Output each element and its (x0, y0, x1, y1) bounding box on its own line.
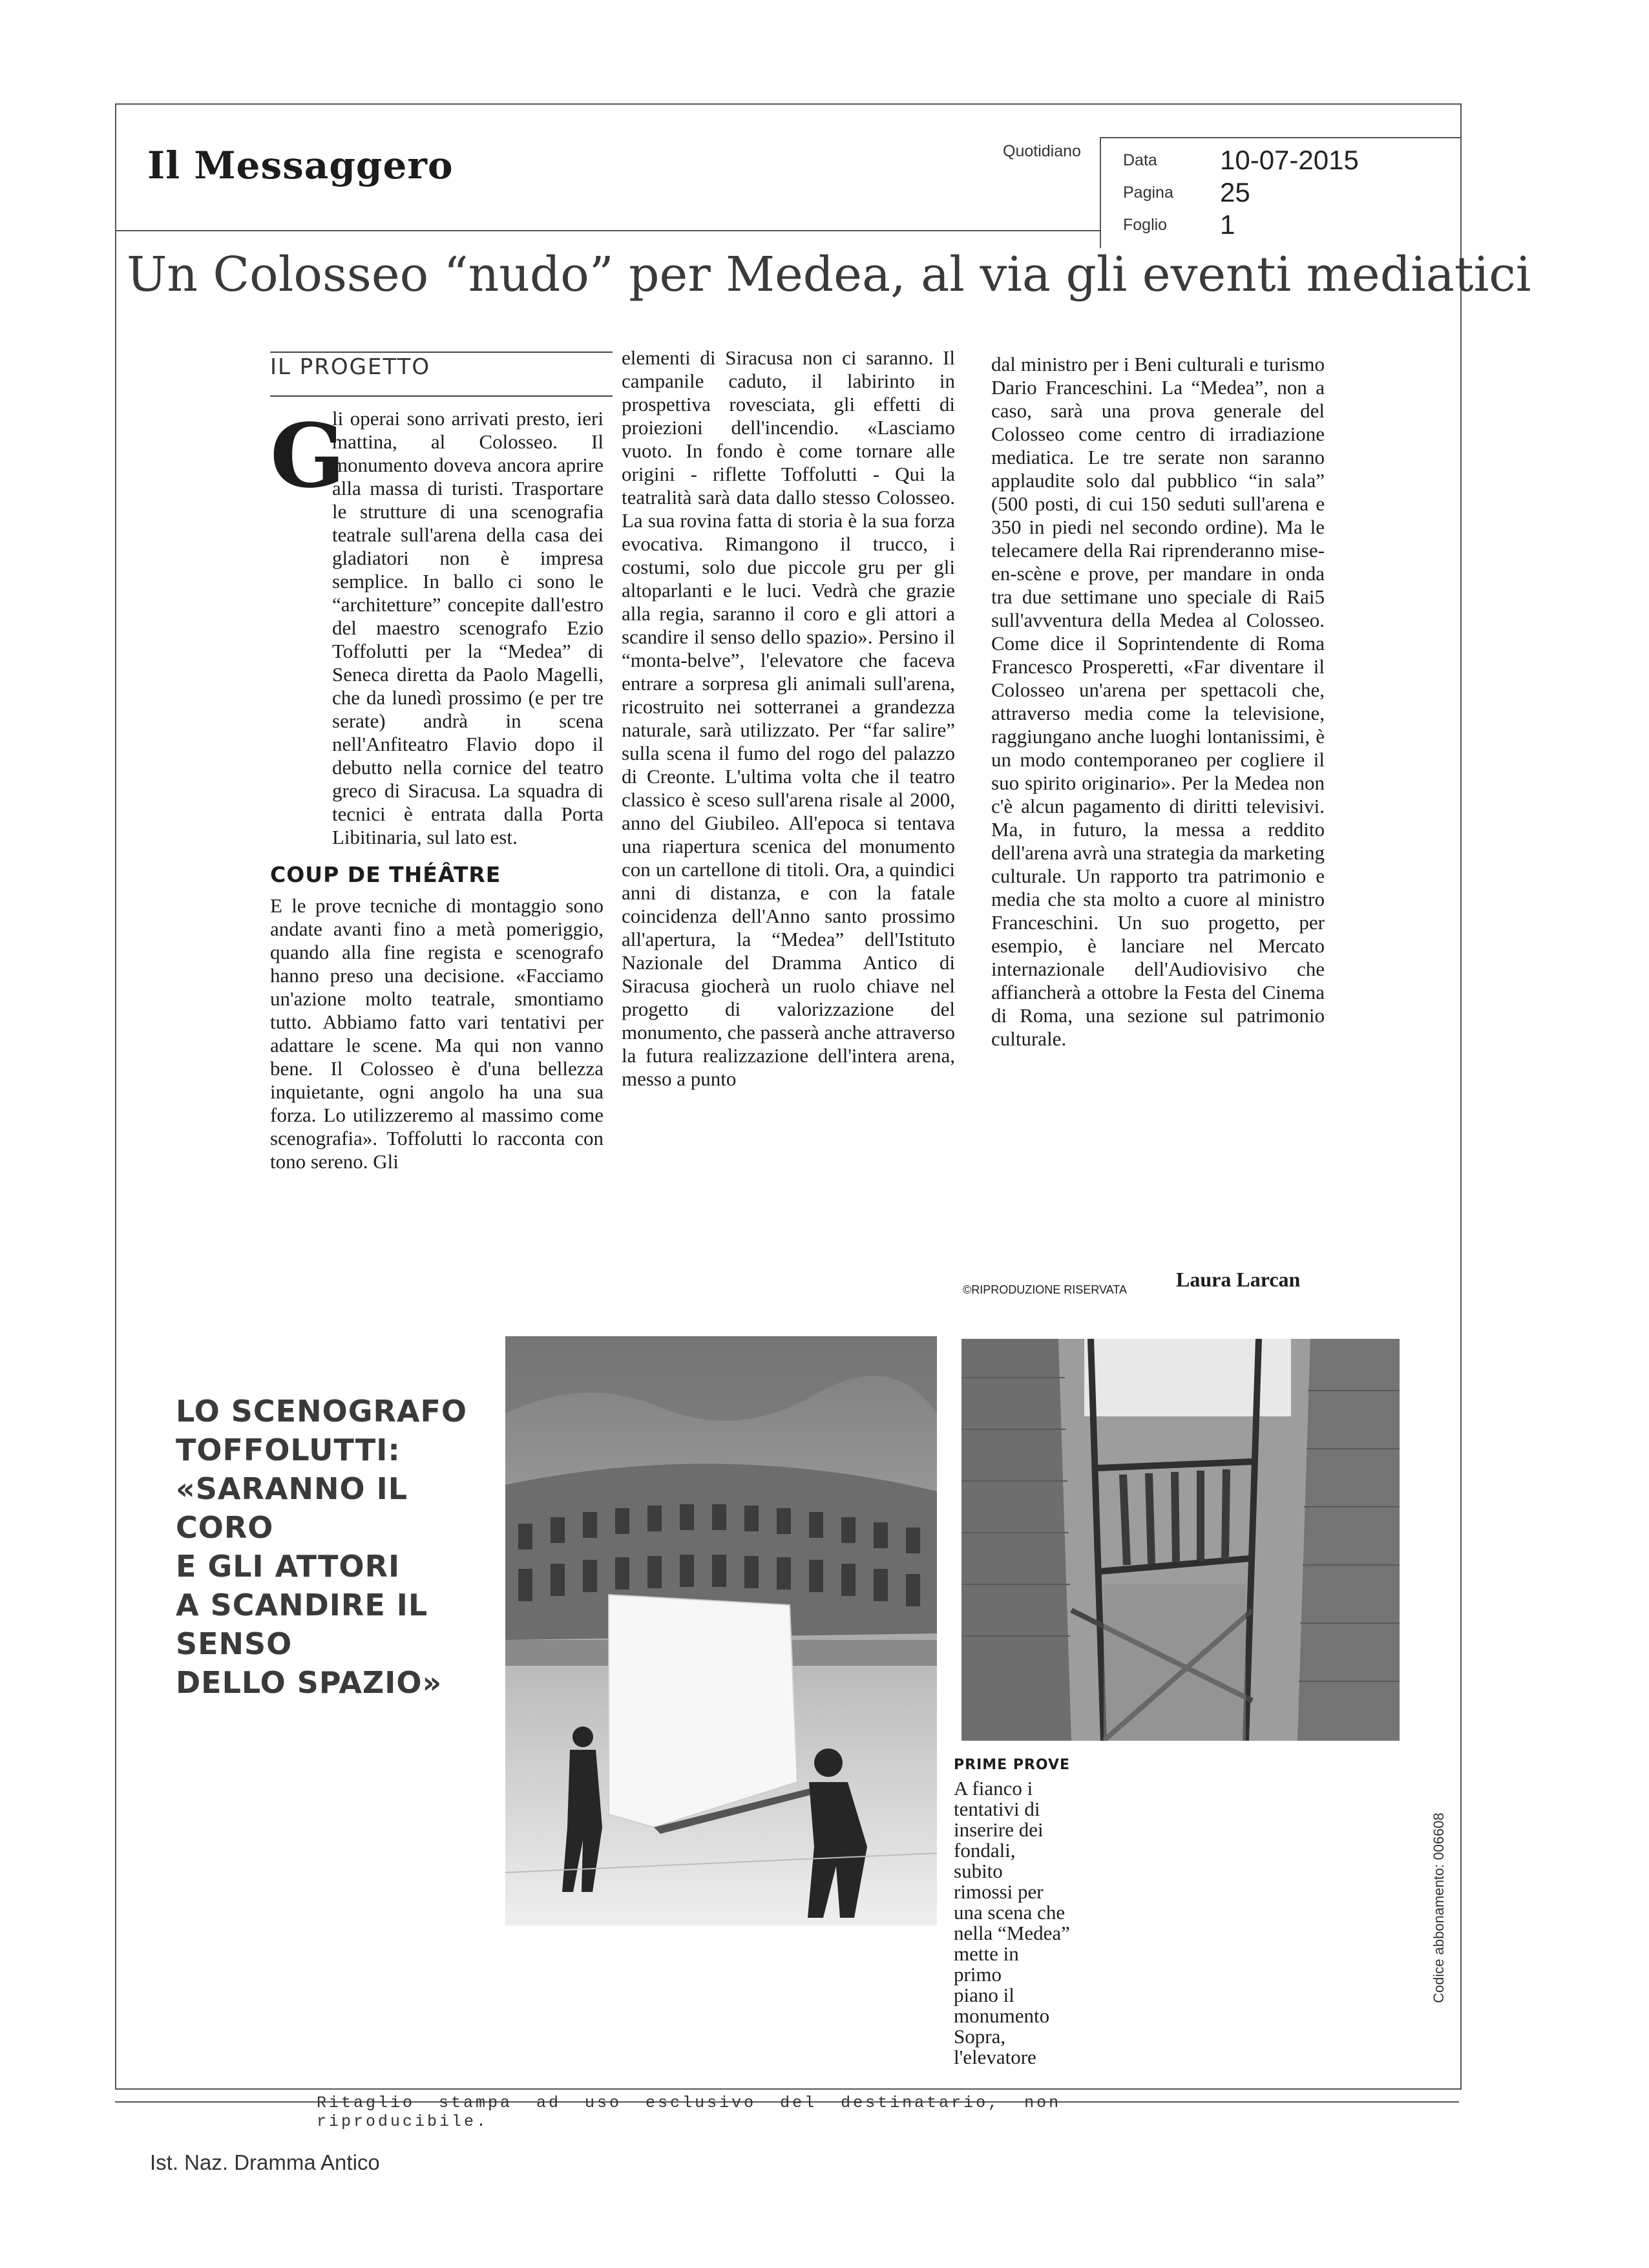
caption-line: rimossi per (954, 1880, 1044, 1903)
sheet-label: Foglio (1123, 216, 1168, 234)
clipping-notice: Ritaglio stampa ad uso esclusivo del destinatario, non riproducibile. (317, 2094, 1062, 2131)
pull-quote-line: DELLO SPAZIO» (176, 1665, 443, 1700)
date-value: 10-07-2015 (1220, 145, 1359, 175)
date-label: Data (1123, 151, 1157, 169)
section-rule-bottom (270, 395, 613, 397)
paragraph-intro: li operai sono arrivati presto, ieri mattina, al Colosseo. Il monumento doveva ancora aprire alla massa di turisti. Trasportare le strutture di una scenografia teatrale sull'arena della casa dei gladiatori non è impresa semplice. In ballo ci sono le “architetture” concepite dall'estro del maestro scenografo Ezio Toffolutti per la “Medea” di Seneca diretta da Paolo Magelli, che da lunedì prossimo (e per tre serate) andrà in scena nell'Anfiteatro Flavio dopo il debutto nella cornice del teatro greco di Siracusa. La squadra di tecnici è entrata dalla Porta Libitinaria, sul lato est. (332, 407, 604, 848)
caption-line: tentativi di (954, 1798, 1040, 1820)
subscription-code: Codice abbonamento: 006608 (1431, 1812, 1447, 2003)
article-headline: Un Colosseo “nudo” per Medea, al via gli eventi mediatici (127, 247, 1531, 302)
caption-line: nella “Medea” (954, 1922, 1070, 1944)
caption-line: primo (954, 1963, 1002, 1986)
pull-quote-line: «SARANNO IL CORO (176, 1471, 408, 1545)
pull-quote-line: A SCANDIRE IL SENSO (176, 1588, 428, 1661)
photo-colosseum-arena (505, 1336, 937, 1926)
page-value: 25 (1220, 177, 1250, 207)
caption-line: Sopra, (954, 2025, 1006, 2048)
section-rule-top (270, 352, 613, 353)
pull-quote-line: LO SCENOGRAFO (176, 1394, 468, 1429)
pull-quote (176, 1392, 512, 1702)
article-column-3 (991, 353, 1325, 1051)
paragraph-col2: elementi di Siracusa non ci saranno. Il campanile caduto, il labirinto in prospettiva rovesciata, gli effetti di proiezioni dell'incendio. «Lasciamo vuoto. In fondo è come tornare alle origini - riflette Toffolutti - Qui la teatralità sarà data dallo stesso Colosseo. La sua rovina fatta di storia è la sua forza evocativa. Rimangono il trucco, i costumi, solo due piccole gru per gli altoparlanti e le luci. Vedrà che grazie alla regia, saranno il coro e gli attori a scandire il senso dello spazio». Persino il “monta-belve”, l'elevatore che faceva entrare a sorpresa gli animali sull'arena, ricostruito nei sotterranei a grandezza naturale, sarà utilizzato. Per “far salire” sulla scena il fumo del rogo del palazzo di Creonte. L'ultima volta che il teatro classico è sceso sull'arena risale al 2000, anno del Giubileo. All'epoca si tentava una riapertura scenica del monumento con un cartellone di titoli. Ora, a quindici anni di distanza, e con la fatale coincidenza dell'Anno santo prossimo all'apertura, la “Medea” dell'Istituto Nazionale del Dramma Antico di Siracusa giocherà un ruolo chiave nel progetto di valorizzazione del monumento, che passerà anche attraverso la futura realizzazione dell'intera arena, messo a punto (622, 346, 955, 1090)
caption-line: monumento (954, 2004, 1050, 2027)
caption-line: mette in (954, 1942, 1019, 1965)
caption-line: A fianco i (954, 1777, 1033, 1800)
section-label: IL PROGETTO (270, 354, 431, 380)
subhead: COUP DE THÉÂTRE (270, 862, 501, 887)
caption-title: PRIME PROVE (954, 1757, 1071, 1773)
header-separator (115, 230, 1100, 231)
pull-quote-line: E GLI ATTORI (176, 1549, 401, 1584)
publication-type: Quotidiano (1003, 142, 1081, 160)
drop-cap: G (270, 404, 346, 508)
caption-line: l'elevatore (954, 2046, 1036, 2068)
newspaper-masthead: Il Messaggero (147, 143, 454, 187)
paragraph-coup: E le prove tecniche di montaggio sono andate avanti fino a metà pomeriggio, quando alla fine regista e scenografo hanno preso una decisione. «Facciamo un'azione molto teatrale, smontiamo tutto. Abbiamo fatto vari tentativi per adattare le scene. Ma qui non vanno bene. Il Colosseo è d'una bellezza inquietante, ogni angolo ha una sua forza. Lo utilizzeremo al massimo come scenografia». Toffolutti lo racconta con tono sereno. Gli (270, 894, 604, 1173)
paragraph-col3: dal ministro per i Beni culturali e turismo Dario Franceschini. La “Medea”, non a caso, sarà una prova generale del Colosseo come centro di irradiazione mediatica. Le tre serate non saranno applaudite solo dal pubblico “in sala” (500 posti, di cui 150 seduti sull'arena e 350 in piedi nel secondo ordine). Ma le telecamere della Rai riprenderanno mise-en-scène e prove, per mandare in onda tra due settimane uno speciale di Rai5 sull'avventura della Medea al Colosseo. Come dice il Soprintendente di Roma Francesco Prosperetti, «Far diventare il Colosseo un'arena per spettacoli che, attraverso media come la televisione, raggiungano anche luoghi lontanissimi, è un modo contemporaneo per cogliere il suo spirito originario». Per la Medea non c'è alcun pagamento di diritti televisivi. Ma, in futuro, la messa a reddito dell'arena avrà una strategia da marketing culturale. Un rapporto tra patrimonio e media che sta molto a cuore al ministro Franceschini. Un suo progetto, per esempio, è lanciare nel Mercato internazionale dell'Audiovisivo che affiancherà a ottobre la Festa del Cinema di Roma, una sezione sul patrimonio culturale. (991, 353, 1325, 1050)
caption-line: una scena che (954, 1901, 1066, 1924)
caption-line: inserire dei (954, 1818, 1044, 1841)
sheet-value: 1 (1220, 209, 1235, 240)
info-box (1100, 137, 1460, 248)
copyright-notice: ©RIPRODUZIONE RISERVATA (963, 1283, 1127, 1296)
page-label: Pagina (1123, 184, 1173, 202)
photo-caption (954, 1755, 1096, 2068)
article-column-2 (622, 346, 955, 1091)
caption-line: subito (954, 1860, 1003, 1882)
caption-line: fondali, (954, 1839, 1016, 1862)
caption-line: piano il (954, 1984, 1014, 2006)
source-label: Ist. Naz. Dramma Antico (150, 2150, 380, 2174)
pull-quote-line: TOFFOLUTTI: (176, 1433, 401, 1467)
photo-colosseum-arena-image (505, 1336, 937, 1926)
photo-elevator (961, 1339, 1400, 1741)
photo-elevator-image (961, 1339, 1400, 1741)
author-signature: Laura Larcan (1176, 1268, 1301, 1291)
article-column-1 (270, 404, 604, 1173)
